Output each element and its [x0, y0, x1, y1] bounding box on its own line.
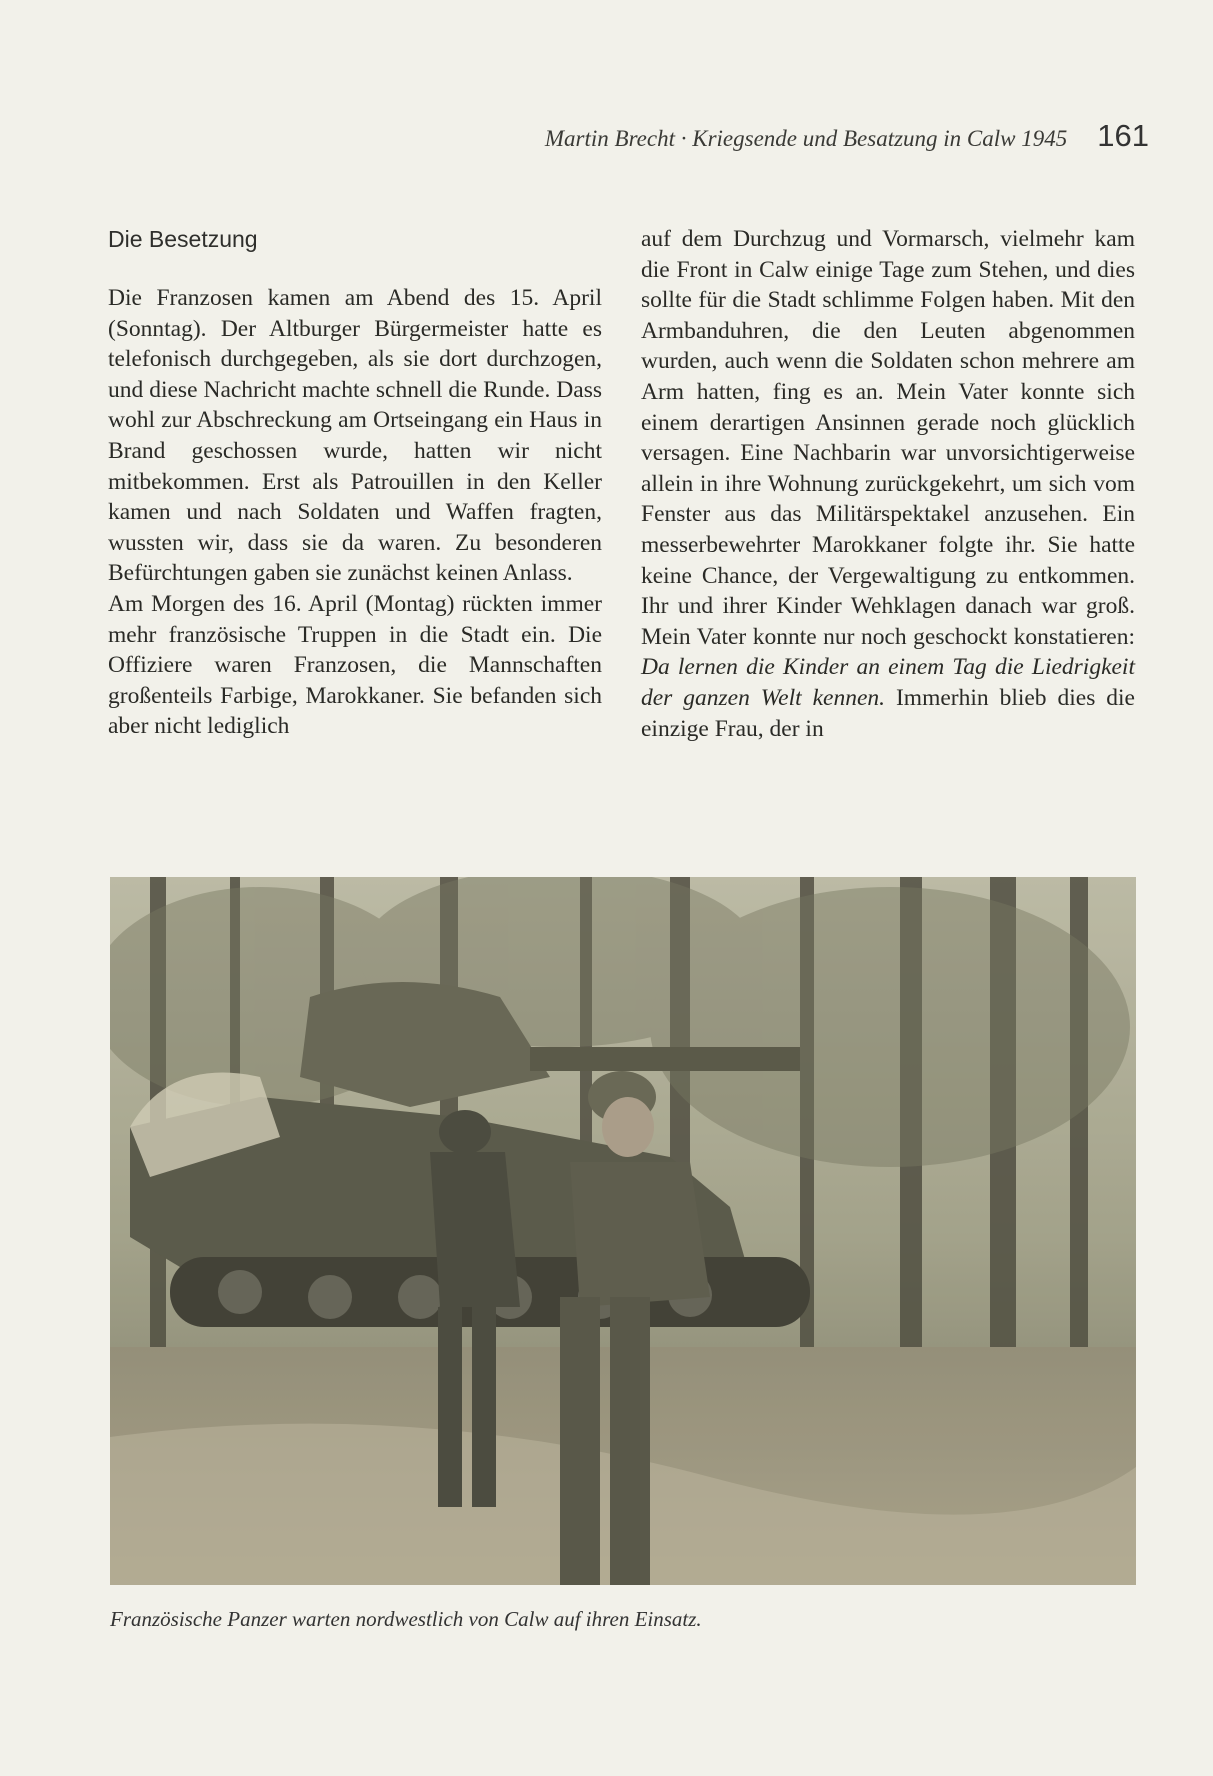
tank-photo: [110, 877, 1136, 1585]
page-number: 161: [1097, 118, 1149, 153]
figure-caption: Französische Panzer warten nordwestlich von Calw auf ihren Einsatz.: [110, 1607, 702, 1631]
running-title: Martin Brecht · Kriegsende und Besatzung in Calw 1945: [544, 126, 1068, 151]
italic-quote: Da lernen die Kinder an einem Tag die Liedrigkeit der ganzen Welt kennen.: [641, 654, 1135, 711]
section-heading: Die Besetzung: [108, 226, 258, 252]
text-after-quote: Immerhin blieb dies die einzige Frau, der in: [641, 684, 1135, 742]
paragraph-2: Am Morgen des 16. April (Montag) rückten immer mehr französische Truppen in die Stadt ein. Die Offiziere waren Franzosen, die Mannschaften großenteils Farbige, Marokkaner. Sie befanden sich aber nicht lediglich: [108, 590, 602, 740]
left-column: [108, 224, 602, 742]
text-before-quote: auf dem Durchzug und Vormarsch, vielmehr kam die Front in Calw einige Tage zum Stehen, und dies sollte für die Stadt schlimme Folgen haben. Mit den Armbanduhren, die den Leuten abgenommen wurden, auch wenn die Soldaten schon mehrere am Arm hatten, fing es an. Mein Vater konnte sich einem derartigen Ansinnen gerade noch glücklich versagen. Eine Nachbarin war unvorsichtigerweise allein in ihre Wohnung zurückgekehrt, um sich vom Fenster aus das Militärspektakel anzusehen. Ein messerbewehrter Marokkaner folgte ihr. Sie hatte keine Chance, der Vergewaltigung zu entkommen. Ihr und ihrer Kinder Wehklagen danach war groß. Mein Vater konnte nur noch geschockt konstatieren:: [641, 226, 1135, 650]
paragraph-continued: [641, 224, 1135, 744]
paragraph-1: Die Franzosen kamen am Abend des 15. April (Sonntag). Der Altburger Bürgermeister hatte es telefonisch durchgegeben, als sie dort durchzogen, und diese Nachricht machte schnell die Runde. Dass wohl zur Abschreckung am Ortseingang ein Haus in Brand geschossen wurde, hatten wir nicht mitbekommen. Erst als Patrouillen in den Keller kamen und nach Soldaten und Waffen fragten, wussten wir, dass sie da waren. Zu besonderen Befürchtungen gaben sie zunächst keinen Anlass.: [108, 285, 602, 587]
tank-photo-drawing: [110, 877, 1136, 1585]
right-column: [641, 224, 1135, 744]
running-head: [300, 118, 1149, 154]
